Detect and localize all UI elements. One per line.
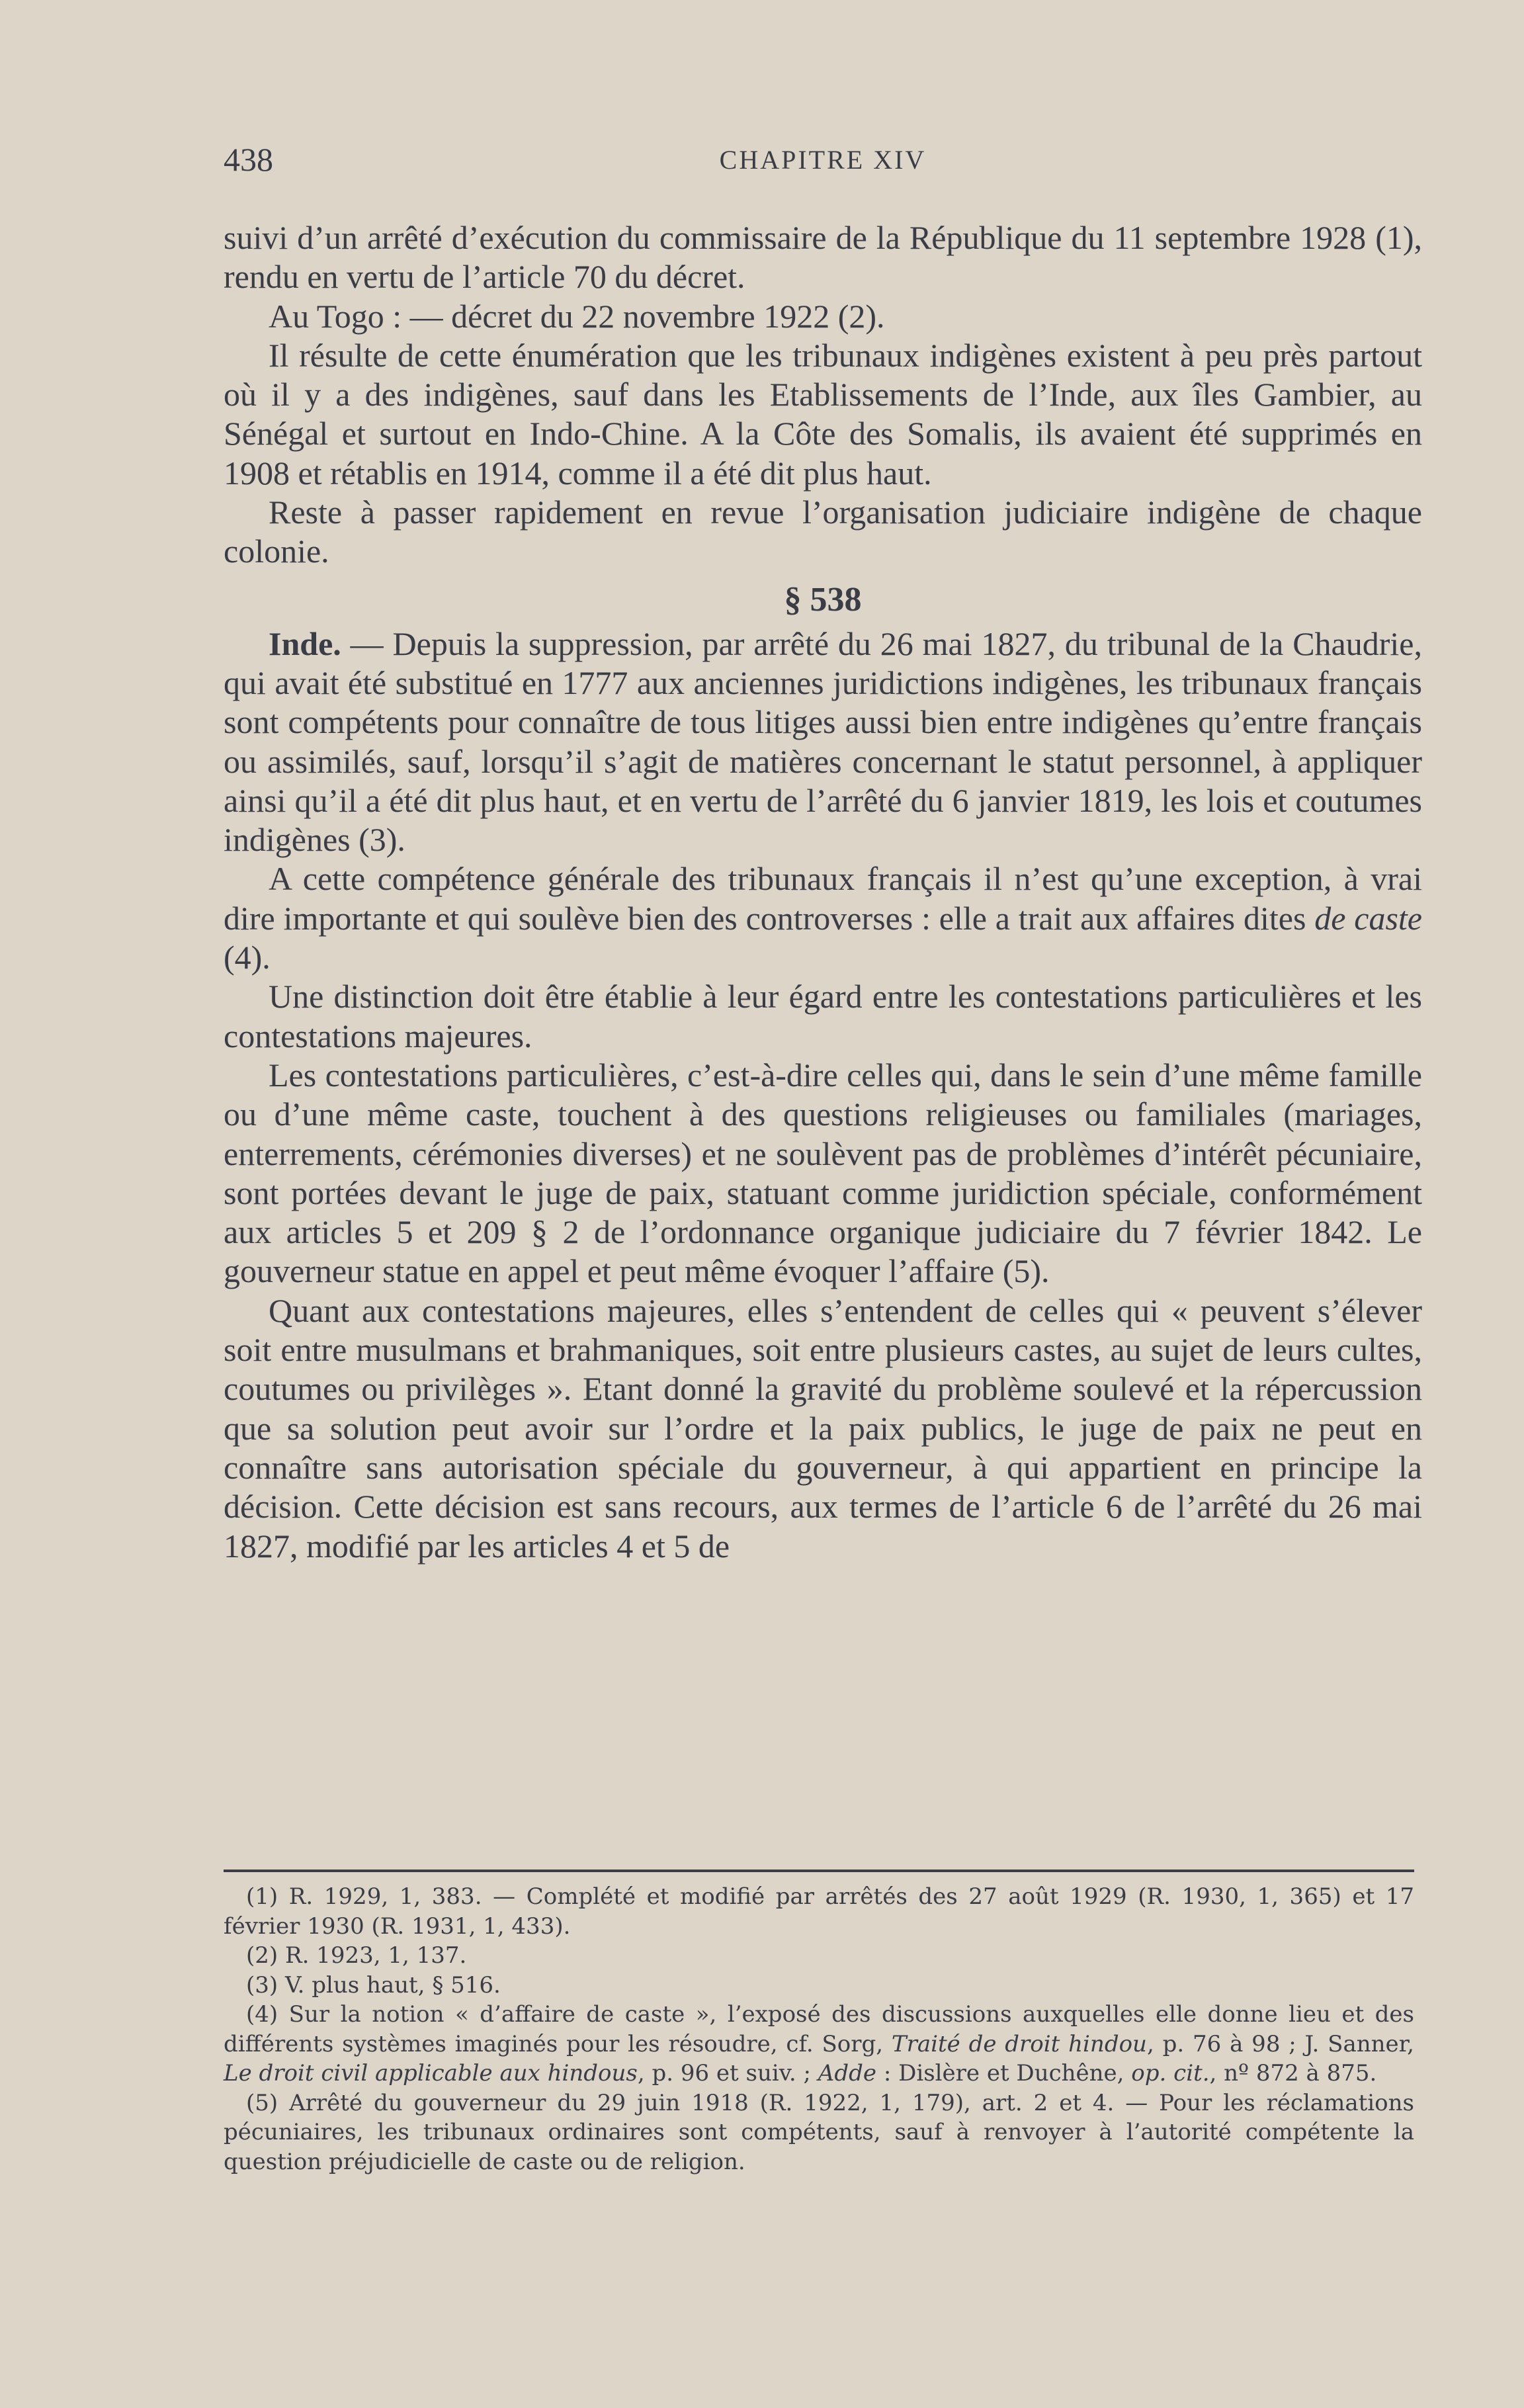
footnote-4-adde: Adde <box>818 2060 877 2086</box>
paragraph-6-text-b: (4). <box>224 939 271 976</box>
footnote-4-text-c: , p. 96 et suiv. ; <box>637 2060 818 2086</box>
footnote-4-text-b: , p. 76 à 98 ; J. Sanner, <box>1146 2030 1414 2057</box>
footnote-4-text-e: , nº 872 à 875. <box>1209 2060 1377 2086</box>
footnote-5: (5) Arrêté du gouverneur du 29 juin 1918 (R. 1922, 1, 179), art. 2 et 4. — Pour les réclamations pécuniaires, les tribunaux ordinaires sont compétents, sauf à renvoyer à l’autorité compétente la question préjudicielle de caste ou de religion. <box>224 2089 1414 2175</box>
footnote-4-title-1: Traité de droit hindou <box>891 2030 1147 2057</box>
page-header <box>224 140 1422 183</box>
paragraph-6 <box>224 859 1422 977</box>
footnote-4 <box>224 2000 1414 2088</box>
footnotes <box>224 1882 1414 2176</box>
footnote-1: (1) R. 1929, 1, 383. — Complété et modifié par arrêtés des 27 août 1929 (R. 1930, 1, 365) et 17 février 1930 (R. 1931, 1, 433). <box>224 1883 1414 1940</box>
paragraph-4: Reste à passer rapidement en revue l’organisation judiciaire indigène de chaque colonie. <box>224 494 1422 570</box>
paragraph-lead: Inde. <box>269 624 341 662</box>
footnote-4-text-a: (4) Sur la notion « d’affaire de caste », l’exposé des discussions auxquelles elle donne lieu et des différents systèmes imaginés pour les résoudre, cf. Sorg, <box>224 2001 1414 2057</box>
paragraph-1: suivi d’un arrêté d’exécution du commissaire de la République du 11 septembre 1928 (1), rendu en vertu de l’article 70 du décret. <box>224 219 1422 296</box>
footnote-2: (2) R. 1923, 1, 137. <box>246 1942 467 1969</box>
paragraph-5 <box>224 624 1422 860</box>
section-heading: § 538 <box>784 580 862 619</box>
footnote-divider <box>224 1870 1414 1872</box>
footnote-4-title-2: Le droit civil applicable aux hindous <box>224 2060 638 2086</box>
paragraph-3: Il résulte de cette énumération que les tribunaux indigènes existent à peu près partout où il y a des indigènes, sauf dans les Etablissements de l’Inde, aux îles Gambier, au Sénégal et surtout en Indo-Chine. A la Côte des Somalis, ils avaient été supprimés en 1908 et rétablis en 1914, comme il a été dit plus haut. <box>224 336 1422 492</box>
main-text <box>224 218 1422 1566</box>
paragraph-5-text: — Depuis la suppression, par arrêté du 26 mai 1827, du tribunal de la Chaudrie, qui avait été substitué en 1777 aux anciennes juridictions indigènes, les tribunaux français sont compétents pour connaître de tous litiges aussi bien entre indigènes qu’entre français ou assimilés, sauf, lorsqu’il s’agit de matières concernant le statut personnel, à appliquer ainsi qu’il a été dit plus haut, et en vertu de l’arrêté du 6 janvier 1819, les lois et coutumes indigènes (3). <box>224 624 1422 859</box>
paragraph-8: Les contestations particulières, c’est-à-dire celles qui, dans le sein d’une même famille ou d’une même caste, touchent à des questions religieuses ou familiales (mariages, enterrements, cérémonies diverses) et ne soulèvent pas de problèmes d’intérêt pécuniaire, sont portées devant le juge de paix, statuant comme juridiction spéciale, conformément aux articles 5 et 209 § 2 de l’ordonnance organique judiciaire du 7 février 1842. Le gouverneur statue en appel et peut même évoquer l’affaire (5). <box>224 1056 1422 1290</box>
page-number: 438 <box>224 141 273 178</box>
paragraph-6-text-a: A cette compétence générale des tribunaux français il n’est qu’une exception, à vrai dire importante et qui soulève bien des controverses : elle a trait aux affaires dites <box>224 860 1422 937</box>
paragraph-7: Une distinction doit être établie à leur égard entre les contestations particulières et les contestations majeures. <box>224 978 1422 1054</box>
footnote-4-opcit: op. cit. <box>1131 2060 1210 2086</box>
running-title: CHAPITRE XIV <box>719 145 927 175</box>
footnote-4-text-d: : Dislère et Duchêne, <box>876 2060 1132 2086</box>
paragraph-2: Au Togo : — décret du 22 novembre 1922 (2). <box>269 297 885 335</box>
footnote-3: (3) V. plus haut, § 516. <box>246 1971 501 1999</box>
paragraph-9: Quant aux contestations majeures, elles s’entendent de celles qui « peuvent s’élever soit entre musulmans et brahmaniques, soit entre plusieurs castes, au sujet de leurs cultes, coutumes ou privilèges ». Etant donné la gravité du problème soulevé et la répercussion que sa solution peut avoir sur l’ordre et la paix publics, le juge de paix ne peut en connaître sans autorisation spéciale du gouverneur, à qui appartient en principe la décision. Cette décision est sans recours, aux termes de l’article 6 de l’arrêté du 26 mai 1827, modifié par les articles 4 et 5 de <box>224 1291 1422 1565</box>
italic-term: de caste <box>1314 899 1422 937</box>
